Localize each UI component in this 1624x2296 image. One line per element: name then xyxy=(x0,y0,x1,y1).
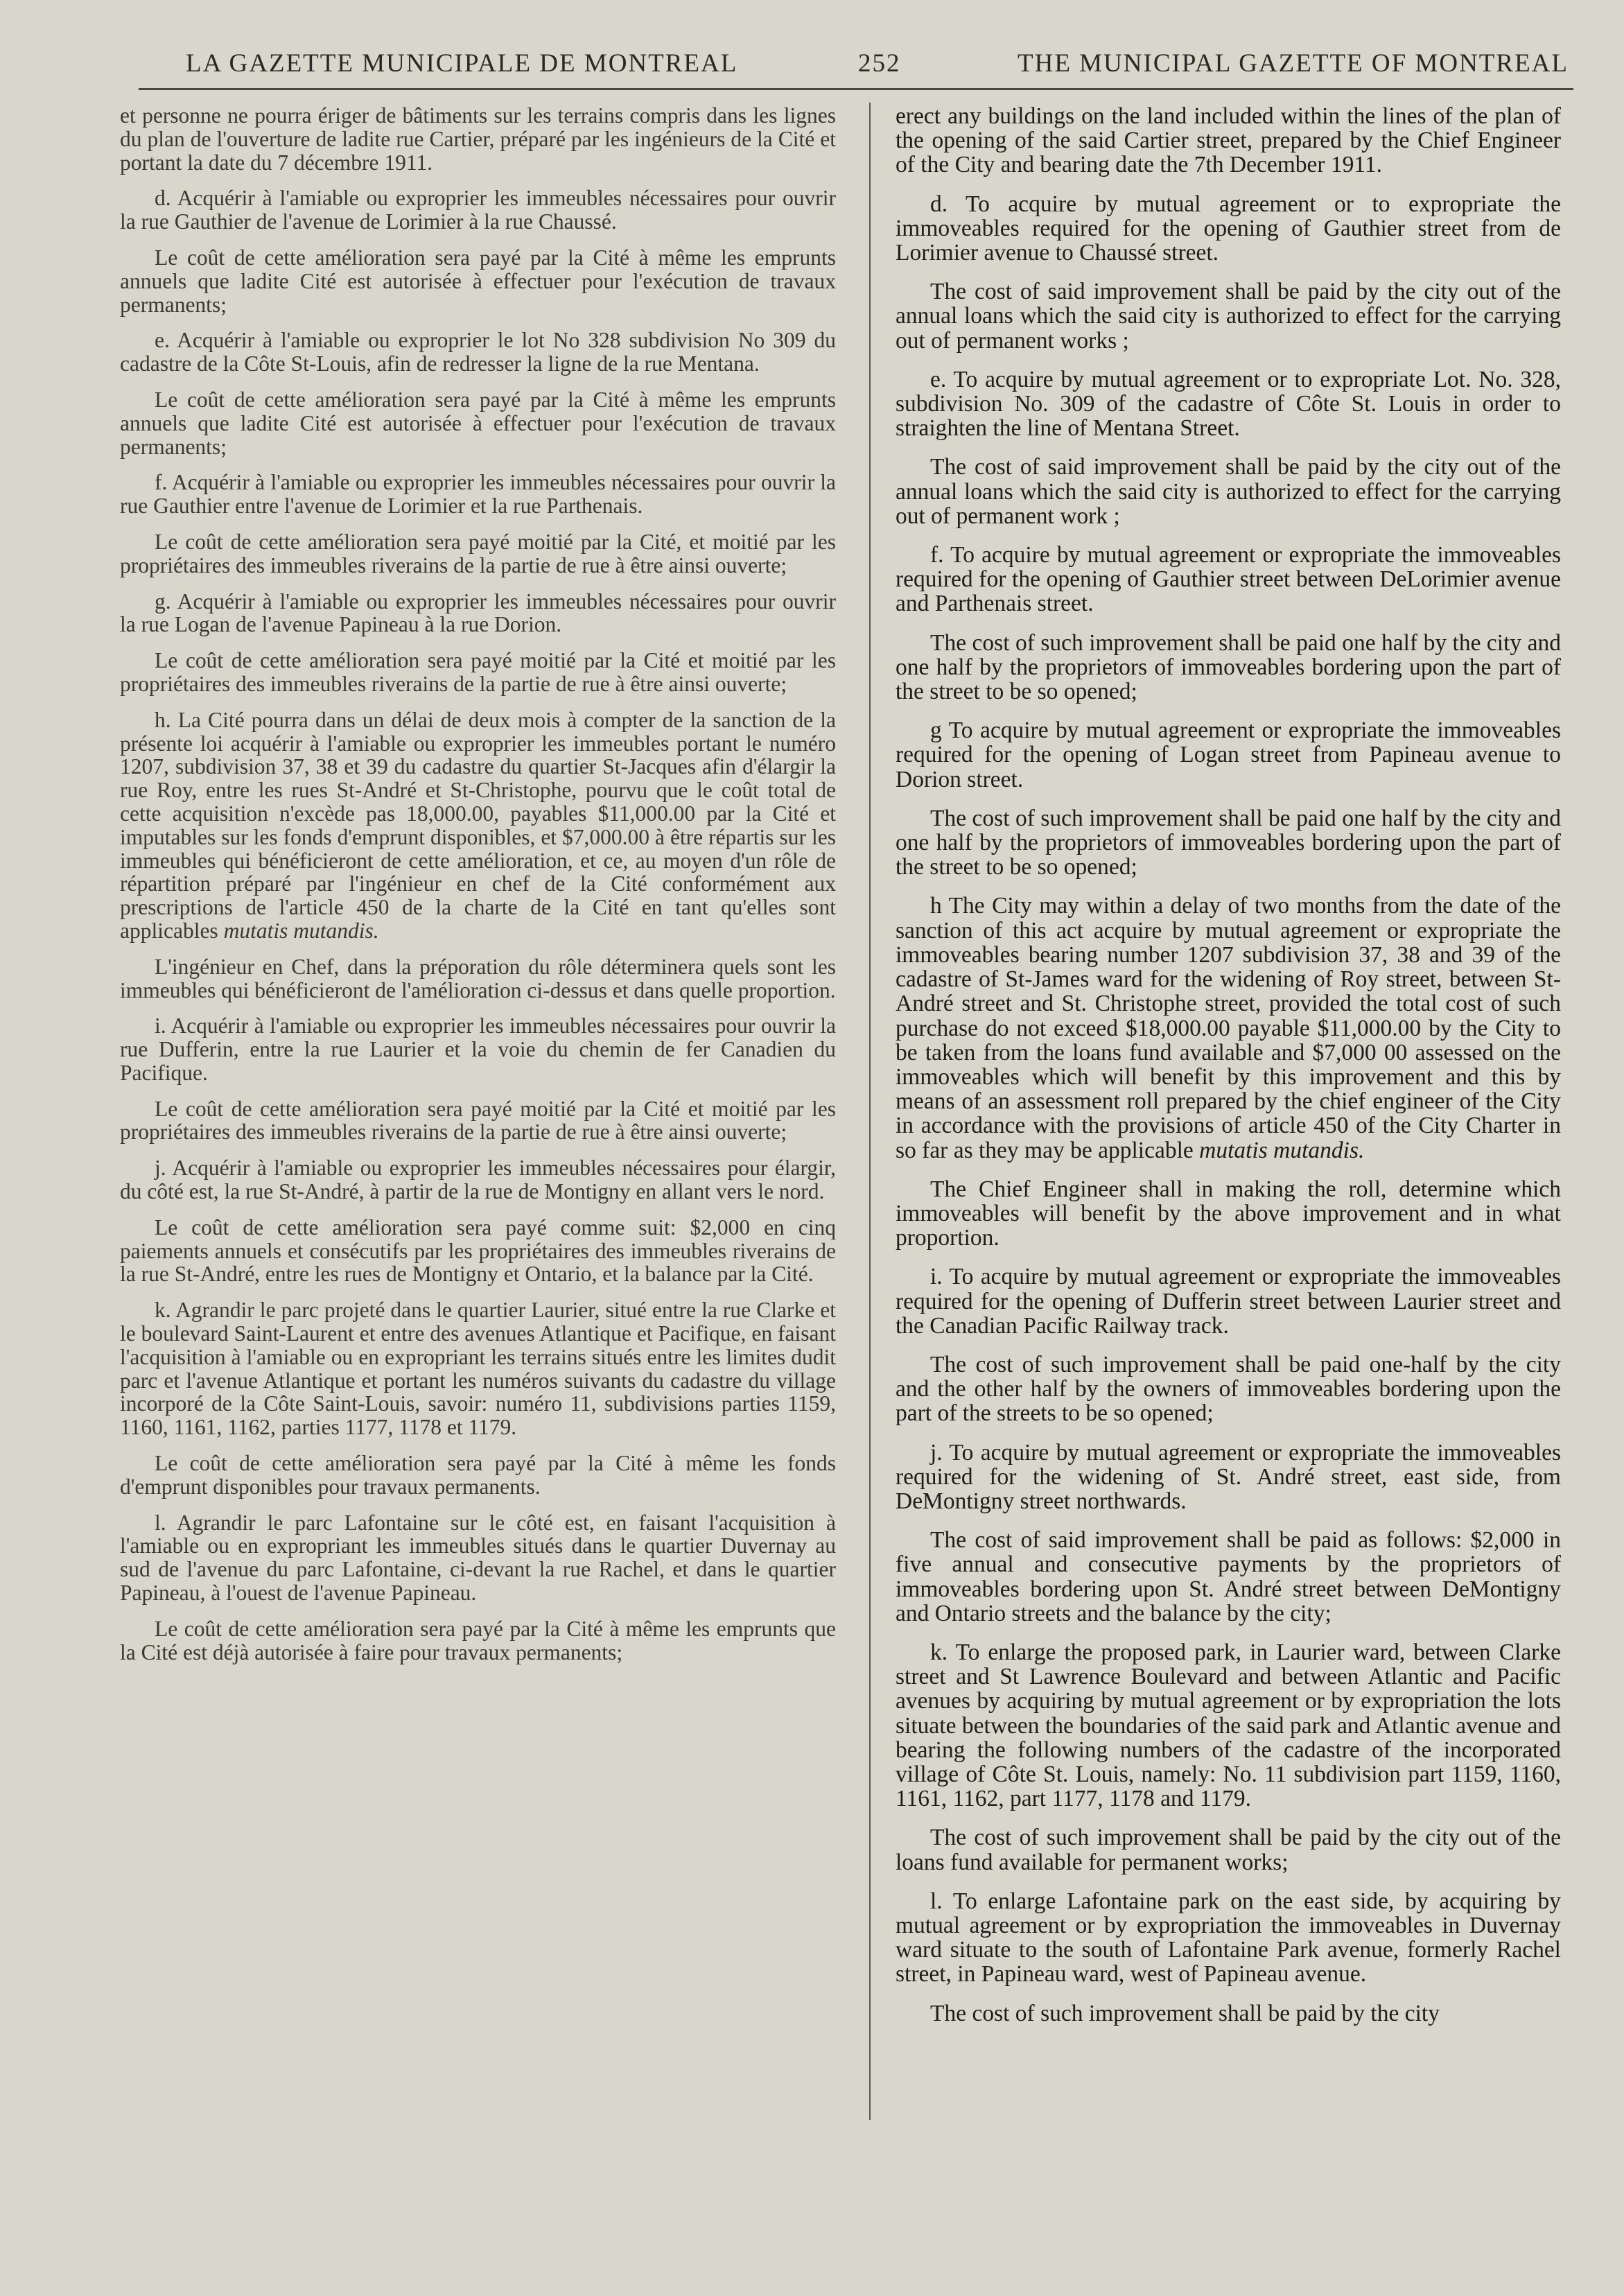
fr-paragraph: l. Agrandir le parc Lafontaine sur le côté est, en faisant l'acquisition à l'amiable ou en expropriant les immeubles situés dans le quartier Duvernay au sud de l'avenue du parc Lafontaine, ci-devant la rue Rachel, et dans le quartier Papineau, à l'ouest de l'avenue Papineau. xyxy=(120,1510,836,1606)
en-paragraph: f. To acquire by mutual agreement or expropriate the immoveables required for the opening of Gauthier street between DeLorimier avenue and Parthenais street. xyxy=(896,542,1561,617)
en-paragraph: e. To acquire by mutual agreement or to expropriate Lot. No. 328, subdivision No. 309 of the cadastre of Côte St. Louis in order to straighten the line of Mentana Street. xyxy=(896,366,1561,442)
en-paragraph: The cost of such improvement shall be paid by the city xyxy=(930,2000,1440,2026)
fr-paragraph: Le coût de cette amélioration sera payé par la Cité à même les emprunts annuels que ladite Cité est autorisée à effectuer pour l'exécution de travaux permanents; xyxy=(120,387,836,459)
column-divider xyxy=(869,103,871,2120)
fr-paragraph: j. Acquérir à l'amiable ou exproprier les immeubles nécessaires pour élargir, du côté est, la rue St-André, à partir de la rue de Montigny en allant vers le nord. xyxy=(120,1156,836,1204)
en-paragraph: d. To acquire by mutual agreement or to expropriate the immoveables required for the opening of Gauthier street from de Lorimier avenue to Chaussé street. xyxy=(896,191,1561,266)
en-paragraph: g To acquire by mutual agreement or expropriate the immoveables required for the opening of Logan street from Papineau avenue to Dorion street. xyxy=(896,718,1561,792)
en-paragraph: The cost of said improvement shall be paid by the city out of the annual loans which the said city is authorized to effect for the carrying out of permanent works ; xyxy=(896,279,1561,354)
en-paragraph: The Chief Engineer shall in making the roll, determine which immoveables will benefit by the above improvement and in what proportion. xyxy=(896,1176,1561,1251)
en-paragraph: The cost of said improvement shall be paid by the city out of the annual loans which the said city is authorized to effect for the carrying out of permanent work ; xyxy=(896,454,1561,529)
en-paragraph: The cost of such improvement shall be paid one half by the city and one half by the proprietors of immoveables bordering upon the part of the street to be so opened; xyxy=(896,805,1561,880)
fr-paragraph: Le coût de cette amélioration sera payé comme suit: $2,000 en cinq paiements annuels et consécutifs par les propriétaires des immeubles riverains de la rue St-André, entre les rues de Montigny et Ontario, et la balance par la Cité. xyxy=(120,1215,836,1287)
en-paragraph-text: h The City may within a delay of two months from the date of the sanction of this act acquire by mutual agreement or expropriate the immoveables bearing number 1207 subdivision 37, 38 and 39 of the cadastre of St-James ward for the widening of Roy street, between St-André street and St. Christophe street, provided the total cost of such purchase do not exceed $18,000.00 payable $11,000.00 by the City to be taken from the loans fund available and $7,000 00 assessed on the immoveables which will benefit by this improvement and this by means of an assessment roll prepared by the chief engineer of the City in accordance with the provisions of article 450 of the City Charter in so far as they may be applicable xyxy=(896,893,1561,1163)
fr-paragraph xyxy=(120,708,836,943)
en-paragraph: The cost of said improvement shall be paid as follows: $2,000 in five annual and consecutive payments by the proprietors of immoveables bordering upon St. André street between DeMontigny and Ontario streets and the balance by the city; xyxy=(896,1527,1561,1626)
fr-paragraph: k. Agrandir le parc projeté dans le quartier Laurier, situé entre la rue Clarke et le boulevard Saint-Laurent et entre des avenues Atlantique et Pacifique, en faisant l'acquisition à l'amiable ou en expropriant les terrains situés entre les limites dudit parc et l'avenue Atlantique et portant les numéros suivants du cadastre du village incorporé de la Côte Saint-Louis, savoir: numéro 11, subdivisions parties 1159, 1160, 1161, 1162, parties 1177, 1178 et 1179. xyxy=(120,1298,836,1440)
page-number: 252 xyxy=(858,49,901,78)
fr-paragraph: et personne ne pourra ériger de bâtiments sur les terrains compris dans les lignes du plan de l'ouverture de ladite rue Cartier, préparé par les ingénieurs de la Cité et portant la date du 7 décembre 1911. xyxy=(120,103,836,175)
fr-paragraph: Le coût de cette amélioration sera payé moitié par la Cité et moitié par les propriétaires des immeubles riverains de la partie de rue à être ainsi ouverte; xyxy=(120,648,836,696)
header-rule xyxy=(139,88,1573,90)
en-latin-phrase: mutatis mutandis. xyxy=(1199,1137,1365,1163)
english-column xyxy=(896,104,1561,2040)
fr-paragraph: Le coût de cette amélioration sera payé par la Cité à même les emprunts que la Cité est déjà autorisée à faire pour travaux permanents; xyxy=(120,1616,836,1664)
en-paragraph: The cost of such improvement shall be paid one half by the city and one half by the proprietors of immoveables bordering upon the part of the street to be so opened; xyxy=(896,629,1561,705)
header-french-title: LA GAZETTE MUNICIPALE DE MONTREAL xyxy=(186,49,738,78)
french-column xyxy=(120,104,836,1676)
en-paragraph: l. To enlarge Lafontaine park on the east side, by acquiring by mutual agreement or by expropriation the immoveables in Duvernay ward situate to the south of Lafontaine Park avenue, formerly Rachel street, in Papineau ward, west of Papineau avenue. xyxy=(896,1888,1561,1988)
fr-latin-phrase: mutatis mutandis. xyxy=(223,918,379,943)
fr-paragraph: Le coût de cette amélioration sera payé moitié par la Cité, et moitié par les propriétaires des immeubles riverains de la partie de rue à être ainsi ouverte; xyxy=(120,529,836,577)
header-english-title: THE MUNICIPAL GAZETTE OF MONTREAL xyxy=(1018,49,1569,78)
fr-paragraph: Le coût de cette amélioration sera payé moitié par la Cité et moitié par les propriétaires des immeubles riverains de la partie de rue à être ainsi ouverte; xyxy=(120,1096,836,1145)
running-header xyxy=(186,44,1569,86)
en-paragraph: j. To acquire by mutual agreement or expropriate the immoveables required for the widening of St. André street, east side, from DeMontigny street northwards. xyxy=(896,1439,1561,1514)
en-paragraph: i. To acquire by mutual agreement or expropriate the immoveables required for the opening of Dufferin street between Laurier street and the Canadian Pacific Railway track. xyxy=(896,1264,1561,1339)
fr-paragraph: Le coût de cette amélioration sera payé par la Cité à même les fonds d'emprunt disponibles pour travaux permanents. xyxy=(120,1451,836,1499)
en-paragraph: The cost of such improvement shall be paid by the city out of the loans fund available for permanent works; xyxy=(896,1825,1561,1875)
fr-paragraph: Le coût de cette amélioration sera payé par la Cité à même les emprunts annuels que ladite Cité est autorisée à effectuer pour l'exécution de travaux permanents; xyxy=(120,245,836,317)
fr-paragraph: f. Acquérir à l'amiable ou exproprier les immeubles nécessaires pour ouvrir la rue Gauthier entre l'avenue de Lorimier et la rue Parthenais. xyxy=(120,470,836,519)
en-paragraph xyxy=(896,894,1561,1162)
en-paragraph: erect any buildings on the land included within the lines of the plan of the opening of the said Cartier street, prepared by the Chief Engineer of the City and bearing date the 7th December 1911. xyxy=(896,103,1561,178)
fr-paragraph: i. Acquérir à l'amiable ou exproprier les immeubles nécessaires pour ouvrir la rue Dufferin, entre la rue Laurier et la voie du chemin de fer Canadien du Pacifique. xyxy=(120,1014,836,1085)
en-paragraph: The cost of such improvement shall be paid one-half by the city and the other half by the owners of immoveables bordering upon the part of the streets to be so opened; xyxy=(896,1351,1561,1427)
fr-paragraph: e. Acquérir à l'amiable ou exproprier le lot No 328 subdivision No 309 du cadastre de la Côte St-Louis, afin de redresser la ligne de la rue Mentana. xyxy=(120,328,836,376)
fr-paragraph: L'ingénieur en Chef, dans la préporation du rôle déterminera quels sont les immeubles qui bénéficieront de l'amélioration ci-dessus et dans quelle proportion. xyxy=(120,954,836,1002)
fr-paragraph: d. Acquérir à l'amiable ou exproprier les immeubles nécessaires pour ouvrir la rue Gauthier de l'avenue de Lorimier à la rue Chaussé. xyxy=(120,186,836,234)
fr-paragraph: g. Acquérir à l'amiable ou exproprier les immeubles nécessaires pour ouvrir la rue Logan de l'avenue Papineau à la rue Dorion. xyxy=(120,589,836,637)
en-paragraph: k. To enlarge the proposed park, in Laurier ward, between Clarke street and St Lawrence Boulevard and between Atlantic and Pacific avenues by acquiring by mutual agreement or by expropriation the lots situate between the boundaries of the said park and Atlantic avenue and bearing the following numbers of the cadastre of the incorporated village of Côte St. Louis, namely: No. 11 subdivision part 1159, 1160, 1161, 1162, part 1177, 1178 and 1179. xyxy=(896,1639,1561,1812)
fr-paragraph-text: h. La Cité pourra dans un délai de deux mois à compter de la sanction de la présente loi acquérir à l'amiable ou exproprier les immeubles portant le numéro 1207, subdivision 37, 38 et 39 du cadastre du quartier St-Jacques afin d'élargir la rue Roy, entre les rues St-André et St-Christophe, pourvu que le coût total de cette acquisition n'excède pas 18,000.00, payables $11,000.00 par la Cité et imputables sur les fonds d'emprunt disponibles, et $7,000.00 à être répartis sur les immeubles qui bénéficieront de cette amélioration, et ce, au moyen d'un rôle de répartition préparé par l'ingénieur en chef de la Cité conformément aux prescriptions de l'article 450 de la charte de la Cité en tant qu'elles sont applicables xyxy=(120,707,836,943)
